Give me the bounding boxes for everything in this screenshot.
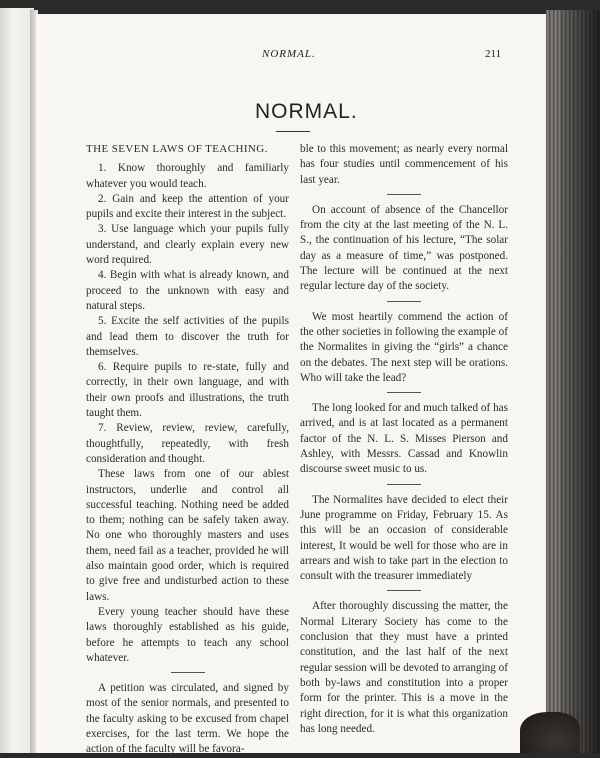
paragraph-constitution: After thoroughly discussing the matter, the Normal Literary Society has come to the conclusion that they must have a printed constitution, and the last half of the next regular session will be devoted to arranging of both by-laws and constitution into a proper form for the printer. This is a move in the right direction, for it is what this organization has long needed.: [300, 600, 508, 735]
paragraph-every-teacher: Every young teacher should have these laws thoroughly established as his guide, before he attempts to teach any school whatever.: [86, 605, 289, 664]
page-number: 211: [485, 48, 502, 60]
law-2: 2. Gain and keep the attention of your pupils and excite their interest in the subject.: [86, 192, 289, 221]
running-head: NORMAL.: [262, 48, 316, 60]
separator-rule: [387, 194, 421, 195]
paragraph-continued: ble to this movement; as nearly every normal has four studies until commencement of his last year.: [300, 143, 508, 186]
paragraph-long-looked: The long looked for and much talked of has arrived, and is at last located as a permanent factor of the N. L. S. Misses Pierson and Ashley, with Messrs. Cassad and Knowlin discourse sweet music to us.: [300, 402, 508, 476]
paragraph-programme: The Normalites have decided to elect their June programme on Friday, February 15. As this will be an occasion of considerable interest, It would be well for those who are in arrears and wish to take part in the election to consult with the treasurer immediately: [300, 493, 508, 583]
law-1: 1. Know thoroughly and familiarly whatever you would teach.: [86, 162, 289, 190]
left-column: [86, 142, 289, 758]
separator-rule: [387, 392, 421, 393]
paragraph-chancellor: On account of absence of the Chancellor from the city at the last meeting of the N. L. S., the continuation of his lecture, “The solar day as a measure of time,” was postponed. The lecture will be continued at the next regular lecture day of the society.: [300, 203, 508, 293]
law-4: 4. Begin with what is already known, and proceed to the unknown with easy and natural steps.: [86, 269, 289, 312]
facing-page-edge: [0, 8, 34, 753]
section-heading: THE SEVEN LAWS OF TEACHING.: [86, 143, 268, 155]
law-3: 3. Use language which your pupils fully understand, and clearly explain every new word required.: [86, 223, 289, 267]
right-column: [300, 142, 508, 737]
page-title: NORMAL.: [255, 100, 358, 123]
separator-rule: [387, 484, 421, 485]
separator-rule: [387, 590, 421, 591]
thumb-shadow: [520, 712, 580, 753]
paragraph-normalites: We most heartily commend the action of the other societies in following the example of the Normalites in giving the “girls” a chance on the debates. The next step will be orations. Who will take the lead?: [300, 310, 508, 384]
separator-rule: [171, 672, 205, 673]
law-6: 6. Require pupils to re-state, fully and correctly, in their own language, and with their own proofs and illustrations, the truth taught them.: [86, 361, 289, 420]
paragraph-laws-source: These laws from one of our ablest instructors, underlie and control all successful teaching. Nothing need be added to them; nothing can be safely taken away. No one who thoroughly masters and uses them, need fail as a teacher, provided he will also maintain good order, which is required to give free and undisturbed action to these laws.: [86, 468, 289, 603]
law-5: 5. Excite the self activities of the pupils and lead them to discover the truth for themselves.: [86, 315, 289, 358]
law-7: 7. Review, review, review, carefully, thoughtfully, repeatedly, with fresh consideration and thought.: [86, 422, 289, 465]
title-rule: [276, 131, 310, 132]
paragraph-petition: A petition was circulated, and signed by most of the senior normals, and presented to the faculty asking to be excused from chapel exercises, for the last term. We hope the action of the faculty will be favora-: [86, 682, 289, 756]
separator-rule: [387, 301, 421, 302]
page-edges-shadow: [560, 10, 600, 753]
